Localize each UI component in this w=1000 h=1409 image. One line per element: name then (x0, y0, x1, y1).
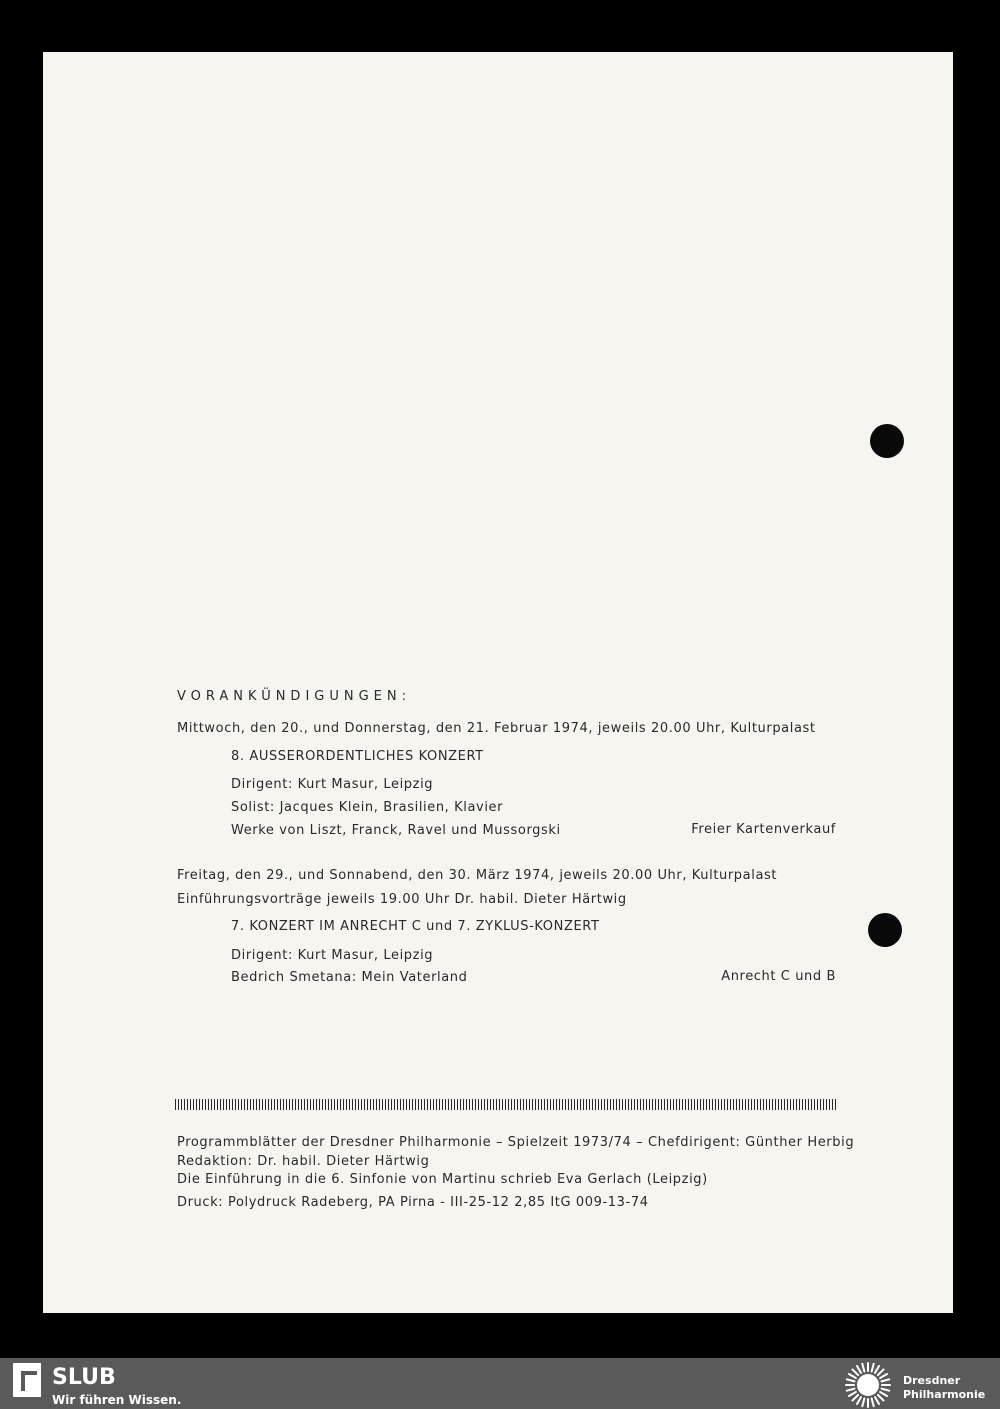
logo-ray (857, 1366, 861, 1373)
event2-date-line: Freitag, den 29., und Sonnabend, den 30. März 1974, jeweils 20.00 Uhr, Kulturpalast (177, 868, 778, 883)
event2-intro-line: Einführungsvorträge jeweils 19.00 Uhr Dr. habil. Dieter Härtwig (177, 892, 627, 907)
logo-ray (862, 1399, 864, 1407)
logo-ray (872, 1364, 874, 1372)
event2-title: 7. KONZERT IM ANRECHT C und 7. ZYKLUS-KONZERT (231, 919, 600, 934)
event1-title: 8. AUSSERORDENTLICHES KONZERT (231, 749, 484, 764)
logo-ray (847, 1379, 855, 1381)
logo-ray (872, 1399, 874, 1407)
logo-ray (852, 1369, 858, 1375)
logo-ray (880, 1374, 887, 1378)
partner-name-line1: Dresdner (903, 1374, 961, 1387)
logo-ray (847, 1389, 855, 1391)
logo-ray (882, 1379, 890, 1381)
document-page (43, 52, 953, 1313)
dresdner-philharmonie-logo-icon[interactable] (842, 1360, 894, 1409)
colophon-line2: Redaktion: Dr. habil. Dieter Härtwig (177, 1154, 430, 1169)
event1-works: Werke von Liszt, Franck, Ravel und Mussorgski (231, 823, 561, 838)
logo-ray (862, 1364, 864, 1372)
decorative-rule (175, 1099, 836, 1110)
event1-soloist: Solist: Jacques Klein, Brasilien, Klavier (231, 800, 504, 815)
slub-logo-icon[interactable] (12, 1362, 42, 1398)
logo-ray (880, 1392, 887, 1396)
logo-ray (875, 1397, 879, 1404)
event2-conductor: Dirigent: Kurt Masur, Leipzig (231, 948, 434, 963)
logo-ray (878, 1395, 884, 1401)
punch-hole-bottom (868, 913, 902, 947)
logo-ray (882, 1389, 890, 1391)
slub-title[interactable]: SLUB (52, 1365, 116, 1390)
event2-works: Bedrich Smetana: Mein Vaterland (231, 970, 468, 985)
logo-ray (857, 1397, 861, 1404)
partner-name-line2: Philharmonie (903, 1388, 986, 1401)
logo-ray (849, 1392, 856, 1396)
slub-subtitle: Wir führen Wissen. (52, 1393, 182, 1407)
colophon-line3: Die Einführung in die 6. Sinfonie von Martinu schrieb Eva Gerlach (Leipzig) (177, 1172, 708, 1187)
event2-subscription-note: Anrecht C und B (721, 969, 836, 984)
colophon-line1: Programmblätter der Dresdner Philharmonie – Spielzeit 1973/74 – Chefdirigent: Günther Herbig (177, 1135, 855, 1150)
logo-ray (875, 1366, 879, 1373)
logo-ray (849, 1374, 856, 1378)
logo-ray (878, 1369, 884, 1375)
punch-hole-top (870, 424, 904, 458)
event1-conductor: Dirigent: Kurt Masur, Leipzig (231, 777, 434, 792)
event1-ticket-note: Freier Kartenverkauf (691, 822, 836, 837)
logo-ray (852, 1395, 858, 1401)
announcements-heading: VORANKÜNDIGUNGEN: (177, 689, 411, 704)
colophon-line4: Druck: Polydruck Radeberg, PA Pirna - III-25-12 2,85 ItG 009-13-74 (177, 1195, 649, 1210)
event1-date-line: Mittwoch, den 20., und Donnerstag, den 21. Februar 1974, jeweils 20.00 Uhr, Kulturpalast (177, 721, 816, 736)
